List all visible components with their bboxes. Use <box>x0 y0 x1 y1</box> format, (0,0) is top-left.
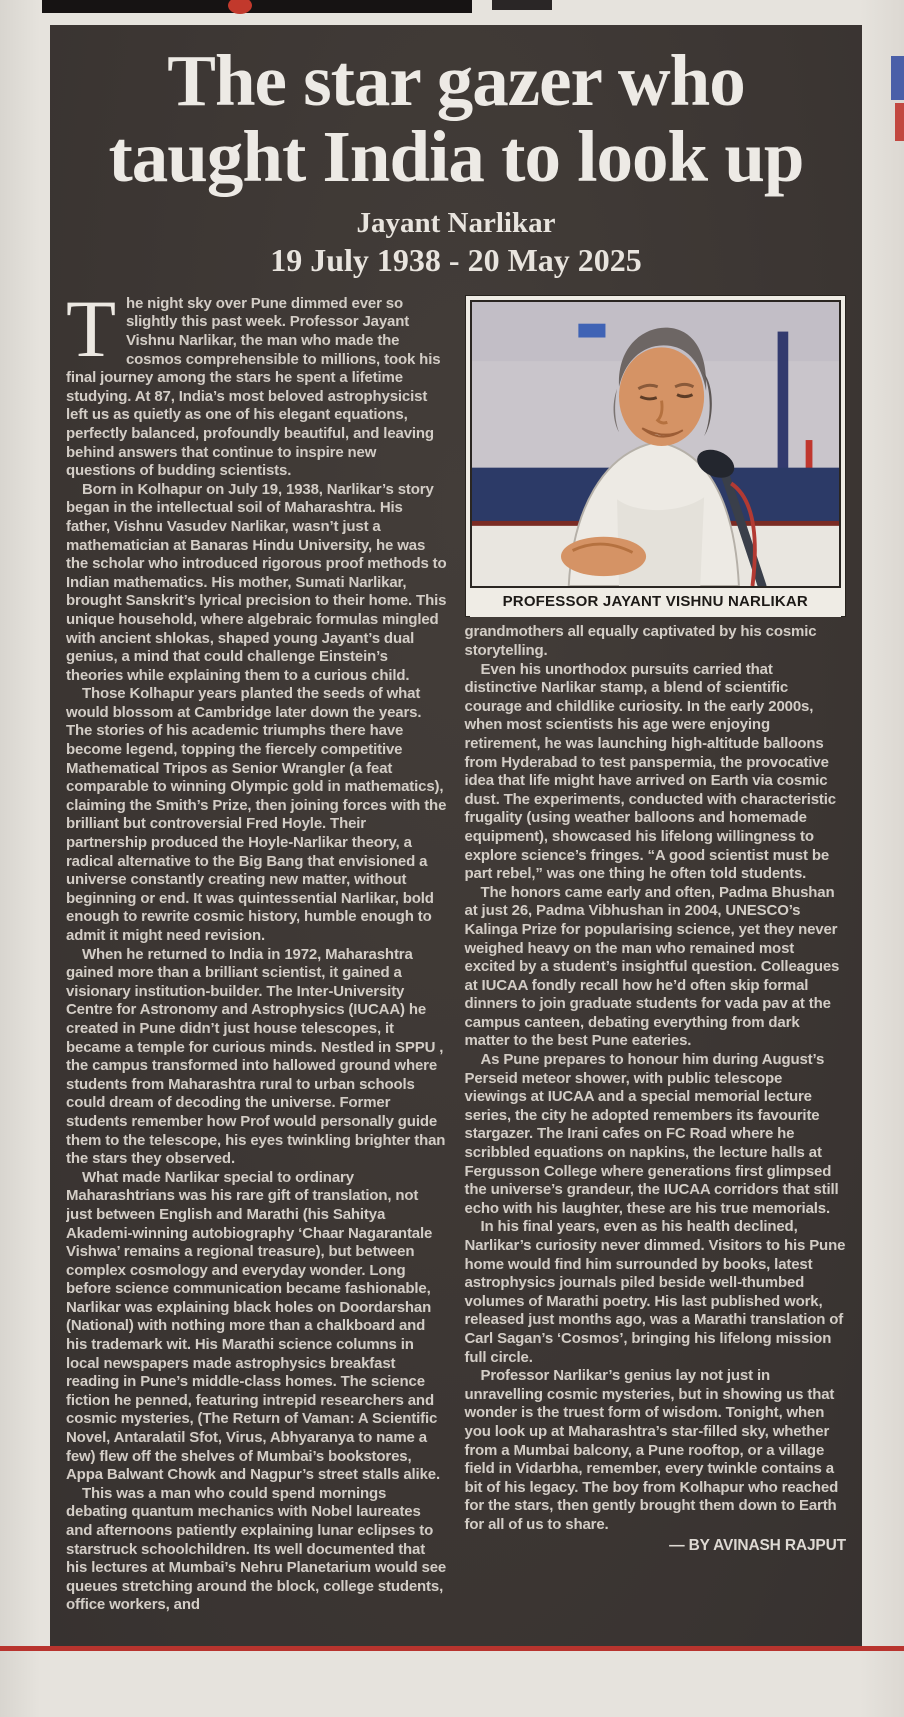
paragraph: What made Narlikar special to ordinary Maharashtrians was his rare gift of translation, not just between English and Marathi (his Sahitya Akademi-winning autobiography ‘Chaar Nagarantale Vishwa’ remains a regional treasure), but between complex cosmology and everyday wonder. Long before science communication became fashionable, Narlikar was explaining black holes on Doordarshan (National) with nothing more than a chalkboard and his trademark wit. His Marathi science columns in local newspapers made astrophysics breakfast reading in Pune’s middle-class homes. The science fiction he penned, featuring intrepid researchers and cosmic mysteries, (The Return of Vaman: A Scientific Novel, Antaralatil Sfot, Virus, Abhyaranya to name a few) flew off the shelves of Mumbai’s bookstores, Appa Balwant Chowk and Nagpur’s street stalls alike. <box>66 1168 440 1484</box>
paragraph: Professor Narlikar’s genius lay not just in unravelling cosmic mysteries, but in showing us that wonder is the truest form of wisdom. Tonight, when you look up at Maharashtra’s star-filled sky, whether from a Mumbai balcony, a Pune rooftop, or a village field in Vidarbha, remember, every twinkle contains a bit of his legacy. The boy from Kolhapur who reached for the stars, then gently brought them down to Earth for all of us to share. <box>464 1367 839 1533</box>
article-body <box>66 295 846 1683</box>
paragraph: grandmothers all equally captivated by his cosmic storytelling. <box>464 623 817 659</box>
paragraph: As Pune prepares to honour him during August’s Perseid meteor shower, with public telescope viewings at IUCAA and a special memorial lecture series, the city he adopted remembers its favourite stargazer. The Irani cafes on FC Road where he scribbled equations on napkins, the lecture halls at Fergusson College where generations first glimpsed the universe’s grandeur, the IUCAA corridors that still echo with his laughter, these are his true memorials. <box>464 1051 839 1217</box>
column-1 <box>66 295 448 1683</box>
column-2 <box>465 295 847 1683</box>
paragraph: This was a man who could spend mornings debating quantum mechanics with Nobel laureates and afternoons patiently explaining lunar eclipses to starstruck schoolchildren. Its well documented that his lectures at Mumbai’s Nehru Planetarium would see queues stretching around the block, college students, office workers, and <box>66 1484 447 1614</box>
photo-caption: PROFESSOR JAYANT VISHNU NARLIKAR <box>470 588 842 618</box>
paragraph: Even his unorthodox pursuits carried that distinctive Narlikar stamp, a blend of scientific courage and childlike curiosity. In the early 2000s, when most scientists his age were enjoying retirement, he was launching high-altitude balloons from Hyderabad to test panspermia, the provocative idea that life might have arrived on Earth via cosmic dust. The experiments, conducted with characteristic frugality (using weather balloons and homemade equipment), showcased his lifelong willingness to explore science’s fringes. “A good scientist must be part rebel,” was one thing he often told students. <box>464 660 836 883</box>
subject-dates: 19 July 1938 - 20 May 2025 <box>270 241 642 278</box>
subject-name: Jayant Narlikar <box>356 206 556 239</box>
scan-edge-stub <box>492 0 552 10</box>
headline-line-2: taught India to look up <box>108 115 804 197</box>
scan-margin-blue-mark <box>891 56 904 100</box>
obituary-article <box>50 25 862 1646</box>
drop-cap: T <box>66 294 116 374</box>
paragraph: The honors came early and often, Padma Bhushan at just 26, Padma Vibhushan in 2004, UNESCO’s Kalinga Prize for popularising science, yet they never weighed heavy on the man who remained most excited by a student’s insightful question. Colleagues at IUCAA fondly recall how he’d often skip formal dinners to join graduate students for vada pav at the campus canteen, debating everything from dark matter to the best Pune eateries. <box>464 883 840 1050</box>
photo-illustration <box>470 300 842 588</box>
scan-margin-red-mark <box>895 103 904 141</box>
subject-photo <box>465 295 847 618</box>
page-title <box>66 40 846 197</box>
paragraph: In his final years, even as his health declined, Narlikar’s curiosity never dimmed. Visitors to his Pune home would find him surrounded by books, latest astrophysics journals piled beside well-thumbed volumes of Marathi poetry. His last published work, released just months ago, was a Marathi translation of Carl Sagan’s ‘Cosmos’, bringing his lifelong mission full circle. <box>464 1218 846 1366</box>
scan-edge-bar <box>42 0 472 13</box>
bottom-rule <box>0 1646 904 1651</box>
author-byline: — BY AVINASH RAJPUT <box>669 1536 846 1554</box>
paragraph: Those Kolhapur years planted the seeds of what would blossom at Cambridge later down the years. The stories of his academic triumphs there have become legend, topping the fiercely competitive Mathematical Tripos as Senior Wrangler (a feat comparable to winning Olympic gold in mathematics), claiming the Smith’s Prize, then joining forces with the brilliant but controversial Fred Hoyle. Their partnership produced the Hoyle-Narlikar theory, a radical alternative to the Big Bang that envisioned a universe constantly creating new matter, without beginning or end. It was quintessential Narlikar, bold enough to rewrite cosmic history, humble enough to admit it might need revision. <box>66 685 447 944</box>
headline-line-1: The star gazer who <box>167 40 745 121</box>
paragraph: Born in Kolhapur on July 19, 1938, Narlikar’s story began in the intellectual soil of Maharashtra. His father, Vishnu Vasudev Narlikar, wasn’t just a mathematician at Banaras Hindu University, he was the scholar who introduced rigorous proof methods to Indian mathematics. His mother, Sumati Narlikar, brought Sanskrit’s lyrical precision to their home. This unique household, where algebraic formulas mingled with ancient shlokas, shaped young Jayant’s dual genius, a mind that could challenge Einstein’s theories while explaining them to a curious child. <box>66 480 447 684</box>
paragraph: When he returned to India in 1972, Maharashtra gained more than a brilliant scientist, it gained a visionary institution-builder. The Inter-University Centre for Astronomy and Astrophysics (IUCAA) he created in Pune didn’t just house telescopes, it became a temple for curious minds. Nestled in SPPU , the campus transformed into hallowed ground where students from Maharashtra rural to urban schools could dream of decoding the universe. Former students remember how Prof would personally guide them to the telescope, his eyes twinkling brighter than the stars they observed. <box>66 945 446 1168</box>
paragraph: The night sky over Pune dimmed ever so slightly this past week. Professor Jayant Vishnu Narlikar, the man who made the cosmos comprehensible to millions, took his final journey among the stars he spent a lifetime studying. At 87, India’s most beloved astrophysicist left us as quietly as one of his elegant equations, perfectly balanced, profoundly beautiful, and leaving behind answers that continue to inspire new questions of budding scientists. <box>66 294 441 480</box>
